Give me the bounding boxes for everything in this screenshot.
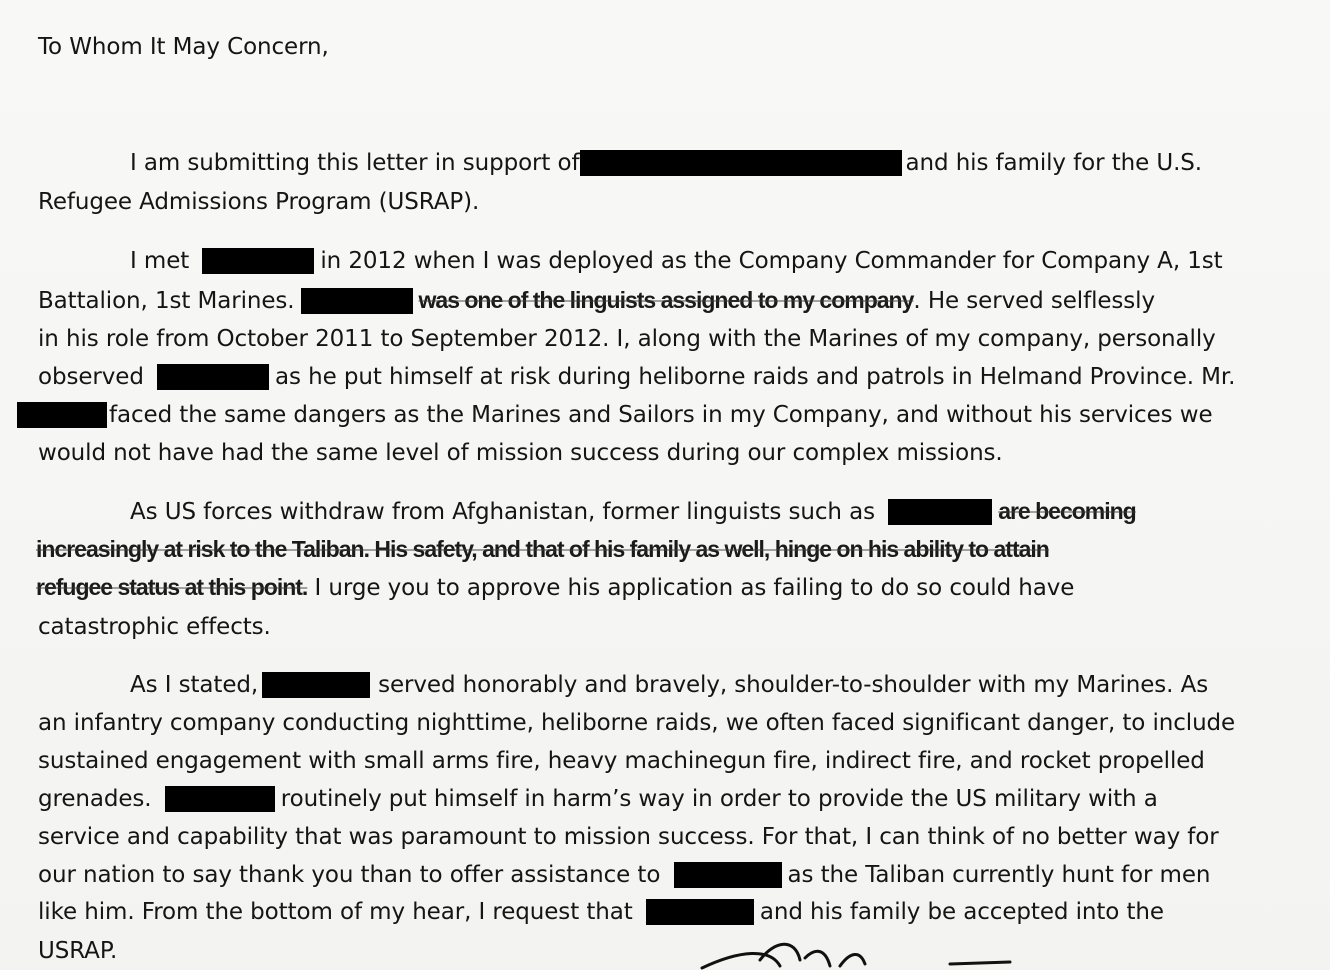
paragraph-3-line-1: As US forces withdraw from Afghanistan, former linguists such as are becoming bbox=[130, 498, 1136, 525]
paragraph-1-line-2: Refugee Admissions Program (USRAP). bbox=[38, 189, 480, 215]
paragraph-2-line-6: would not have had the same level of mission success during our complex missions. bbox=[38, 440, 1003, 466]
redaction-box bbox=[674, 862, 782, 888]
paragraph-2-line-4: observed as he put himself at risk during heliborne raids and patrols in Helmand Province. Mr. bbox=[38, 364, 1236, 390]
paragraph-3-line-3: refugee status at this point. I urge you to approve his application as failing to do so could have bbox=[36, 574, 1075, 601]
redaction-box bbox=[17, 402, 107, 428]
redaction-box bbox=[580, 150, 902, 176]
paragraph-3-line-2: increasingly at risk to the Taliban. His safety, and that of his family as well, hinge on his ability to attain bbox=[36, 536, 1049, 562]
paragraph-4-line-1: As I stated, served honorably and bravely, shoulder-to-shoulder with my Marines. As bbox=[130, 672, 1209, 698]
paragraph-4-line-7: like him. From the bottom of my hear, I request that and his family be accepted into the bbox=[38, 899, 1164, 925]
redaction-box bbox=[157, 364, 269, 390]
redaction-box bbox=[301, 288, 413, 314]
paragraph-2-line-3: in his role from October 2011 to September 2012. I, along with the Marines of my company, personally bbox=[38, 326, 1216, 352]
signature-mark bbox=[700, 930, 1020, 970]
paragraph-4-line-4: grenades. routinely put himself in harm’s way in order to provide the US military with a bbox=[38, 786, 1158, 812]
paragraph-2-line-5: faced the same dangers as the Marines and Sailors in my Company, and without his services we bbox=[17, 400, 1213, 430]
paragraph-4-line-6: our nation to say thank you than to offer assistance to as the Taliban currently hunt for men bbox=[38, 862, 1211, 888]
paragraph-2-line-2: Battalion, 1st Marines. was one of the linguists assigned to my company. He served selflessly bbox=[38, 287, 1155, 314]
redaction-box bbox=[165, 786, 275, 812]
redaction-box bbox=[202, 248, 314, 274]
redaction-box bbox=[888, 499, 992, 525]
paragraph-2-line-1: I met in 2012 when I was deployed as the Company Commander for Company A, 1st bbox=[130, 248, 1223, 274]
paragraph-1-line-1: I am submitting this letter in support of and his family for the U.S. bbox=[130, 150, 1203, 176]
paragraph-4-line-3: sustained engagement with small arms fire, heavy machinegun fire, indirect fire, and rocket propelled bbox=[38, 748, 1205, 774]
paragraph-4-line-5: service and capability that was paramount to mission success. For that, I can think of no better way for bbox=[38, 824, 1219, 850]
paragraph-4-line-2: an infantry company conducting nighttime, heliborne raids, we often faced significant danger, to include bbox=[38, 710, 1236, 736]
redaction-box bbox=[262, 672, 370, 698]
salutation: To Whom It May Concern, bbox=[38, 34, 329, 60]
redaction-box bbox=[646, 899, 754, 925]
paragraph-3-line-4: catastrophic effects. bbox=[38, 614, 271, 640]
paragraph-4-line-8: USRAP. bbox=[38, 938, 118, 964]
